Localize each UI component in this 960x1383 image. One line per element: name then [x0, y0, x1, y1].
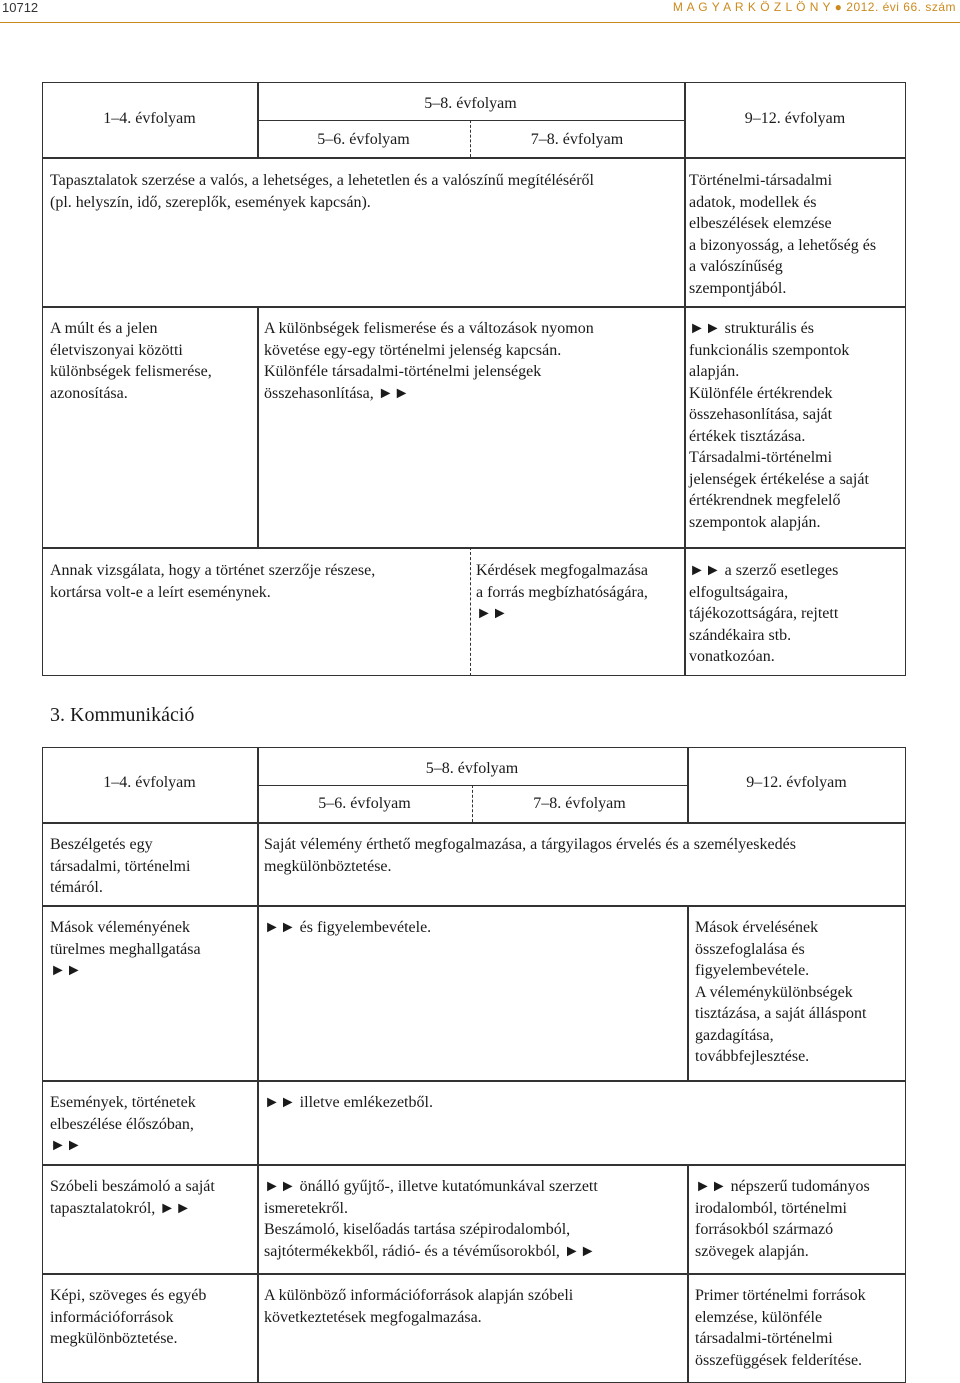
- table-1-header-5-6: 5–6. évfolyam: [317, 131, 410, 148]
- publication-name: M A G Y A R K Ö Z L Ö N Y: [672, 0, 831, 14]
- table-1-col-rule: [684, 82, 686, 676]
- table-1-col-rule: [257, 306, 259, 547]
- table-1-row-3-col4: ►► a szerző esetleges elfogultságaira, tájékozottságára, rejtett szándékaira stb. vonatkozóan.: [689, 562, 839, 665]
- table-2-row-3-col2-4: ►► illetve emlékezetből.: [264, 1094, 433, 1111]
- table-2-col-rule: [687, 1164, 689, 1383]
- table-1-row-rule: [42, 547, 906, 549]
- table-2-col-rule: [687, 905, 689, 1080]
- table-1-header-rule: [42, 157, 906, 159]
- table-1-row-1-merged-cell: Tapasztalatok szerzése a valós, a lehetséges, a lehetetlen és a valószínű megítéléséről (pl. helyszín, idő, szereplők, események kapcsán).: [50, 172, 594, 211]
- table-1-row-3-col1-2: Annak vizsgálata, hogy a történet szerzője részese, kortársa volt-e a leírt eseménynek.: [50, 562, 376, 601]
- table-1-row-2-col1: A múlt és a jelen életviszonyai közötti különbségek felismerése, azonosítása.: [50, 320, 212, 402]
- table-2-row-5-col1: Képi, szöveges és egyéb információforrások megkülönböztetése.: [50, 1287, 207, 1347]
- page-number: 10712: [2, 0, 39, 15]
- table-1-header-5-8: 5–8. évfolyam: [424, 95, 517, 112]
- table-2-header-1-4: 1–4. évfolyam: [103, 774, 196, 791]
- table-2-row-2-col1: Mások véleményének türelmes meghallgatása ►►: [50, 919, 201, 979]
- table-2-row-3-col1: Események, történetek elbeszélése élőszóban, ►►: [50, 1094, 196, 1154]
- table-2-row-2-col2-3: ►► és figyelembevétele.: [264, 919, 432, 936]
- table-2-row-2-col4: Mások érvelésének összefoglalása és figyelembevétele. A véleménykülönbségek tisztázása, a saját álláspont gazdagítása, továbbfejlesztése.: [695, 919, 867, 1065]
- table-2-header-rule: [42, 822, 906, 824]
- issue-label: 2012. évi 66. szám: [846, 0, 956, 14]
- table-1-header-7-8: 7–8. évfolyam: [530, 131, 624, 148]
- header-rule: [0, 22, 960, 23]
- table-2-row-5-col4: Primer történelmi források elemzése, különféle társadalmi-történelmi összefüggések felderítése.: [695, 1287, 866, 1369]
- table-2-row-1-col2-4: Saját vélemény érthető megfogalmazása, a tárgyilagos érvelés és a személyeskedés megkülönböztetése.: [264, 836, 796, 875]
- bullet-separator-icon: ●: [834, 0, 847, 14]
- table-1-row-2-col4: ►► strukturális és funkcionális szempontok alapján. Különféle értékrendek összehasonlítása, saját értékek tisztázása. Társadalmi-történelmi jelenségek értékelése a saját értékrendnek megfelelő szempontok alapján.: [689, 320, 869, 531]
- table-1-row-rule: [42, 306, 906, 308]
- table-2-header-5-8: 5–8. évfolyam: [425, 760, 519, 777]
- table-1-row-3-col3: Kérdések megfogalmazása a forrás megbízhatóságára, ►►: [476, 562, 648, 622]
- table-2-col-rule: [257, 747, 259, 1383]
- table-2-row-rule: [42, 905, 906, 907]
- table-2-row-1-col1: Beszélgetés egy társadalmi, történelmi témáról.: [50, 836, 191, 896]
- table-1-header-9-12: 9–12. évfolyam: [744, 110, 846, 127]
- running-header: [673, 0, 956, 14]
- table-1-row-2-col2-3: A különbségek felismerése és a változások nyomon követése egy-egy történelmi jelenség kapcsán. Különféle társadalmi-történelmi jelenségek összehasonlítása, ►►: [264, 320, 594, 402]
- table-2-row-4-col2-3: ►► önálló gyűjtő-, illetve kutatómunkával szerzett ismeretekről. Beszámoló, kiselőadás tartása szépirodalomból, sajtótermékekből, rádió- és a tévéműsorokból, ►►: [264, 1178, 598, 1260]
- table-2-row-4-col4: ►► népszerű tudományos irodalomból, történelmi forrásokból származó szövegek alapján.: [695, 1178, 870, 1260]
- table-1-row-1-col4: Történelmi-társadalmi adatok, modellek és elbeszélések elemzése a bizonyosság, a lehetőség és a valószínűség szempontjából.: [689, 172, 877, 297]
- table-2-row-rule: [42, 1080, 906, 1082]
- table-2-row-rule: [42, 1273, 906, 1275]
- table-2-row-4-col1: Szóbeli beszámoló a saját tapasztalatokról, ►►: [50, 1178, 215, 1217]
- table-1-dashed-divider: [470, 547, 471, 676]
- section-title: 3. Kommunikáció: [50, 704, 195, 726]
- table-2-header-7-8: 7–8. évfolyam: [533, 795, 626, 812]
- table-2-row-5-col2-3: A különböző információforrások alapján szóbeli következtetések megfogalmazása.: [264, 1287, 574, 1326]
- table-2-header-9-12: 9–12. évfolyam: [746, 774, 847, 791]
- table-1-header-1-4: 1–4. évfolyam: [103, 110, 196, 127]
- table-2-header-5-6: 5–6. évfolyam: [318, 795, 411, 812]
- table-2-row-rule: [42, 1164, 906, 1166]
